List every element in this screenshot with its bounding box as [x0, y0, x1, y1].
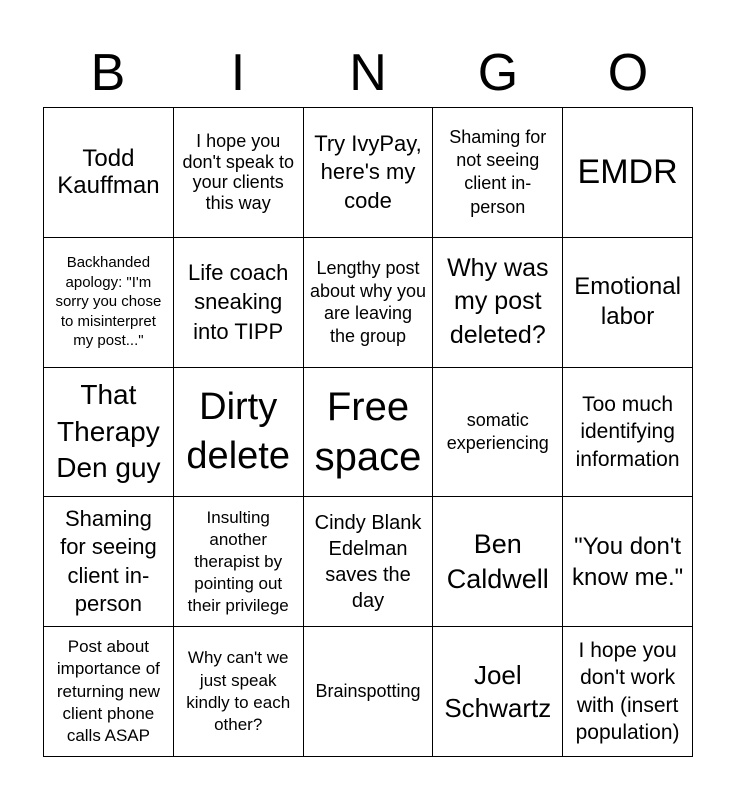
- cell-label: Cindy Blank Edelman saves the day: [314, 511, 422, 612]
- bingo-cell-r4c1[interactable]: [44, 497, 174, 627]
- bingo-cell-r1c5[interactable]: [563, 108, 693, 238]
- bingo-cell-r2c3[interactable]: [304, 238, 434, 368]
- cell-label: Brainspotting: [315, 681, 421, 702]
- cell-label: Joel Schwartz: [444, 660, 552, 723]
- cell-label: somatic experiencing: [446, 409, 549, 453]
- bingo-cell-r5c3[interactable]: [304, 627, 434, 757]
- bingo-cell-r4c4[interactable]: [433, 497, 563, 627]
- cell-label: Why can't we just speak kindly to each other?: [186, 648, 291, 734]
- header-letter-g: G: [477, 44, 519, 102]
- bingo-cell-r2c5[interactable]: [563, 238, 693, 368]
- bingo-cell-r1c2[interactable]: [174, 108, 304, 238]
- bingo-cell-r5c1[interactable]: [44, 627, 174, 757]
- bingo-cell-r2c2[interactable]: [174, 238, 304, 368]
- cell-label: Too much identifying information: [575, 393, 680, 471]
- cell-label: That Therapy Den guy: [56, 379, 161, 484]
- header-letter-b: B: [90, 44, 126, 102]
- cell-label: Emotional labor: [574, 273, 681, 331]
- cell-label: Shaming for seeing client in-person: [60, 505, 157, 617]
- bingo-cell-r4c5[interactable]: [563, 497, 693, 627]
- cell-label: Why was my post deleted?: [447, 253, 549, 350]
- bingo-cell-r3c4[interactable]: [433, 368, 563, 498]
- bingo-cell-r3c5[interactable]: [563, 368, 693, 498]
- cell-label: Life coach sneaking into TIPP: [188, 259, 289, 345]
- bingo-cell-r1c3[interactable]: [304, 108, 434, 238]
- cell-label: EMDR: [577, 152, 678, 191]
- cell-label: Backhanded apology: "I'm sorry you chose to misinterpret my post...": [55, 254, 162, 350]
- bingo-cell-r4c2[interactable]: [174, 497, 304, 627]
- cell-label: "You don't know me.": [571, 532, 684, 591]
- bingo-cell-r5c2[interactable]: [174, 627, 304, 757]
- cell-label: Post about importance of returning new client phone calls ASAP: [56, 637, 160, 745]
- bingo-cell-r5c4[interactable]: [433, 627, 563, 757]
- bingo-cell-r3c2[interactable]: [174, 368, 304, 498]
- header-letter-o: O: [607, 44, 649, 102]
- bingo-cell-r1c4[interactable]: [433, 108, 563, 238]
- cell-label: Shaming for not seeing client in-person: [449, 126, 547, 217]
- bingo-cell-r3c3[interactable]: [304, 368, 434, 498]
- bingo-header: [43, 40, 693, 106]
- cell-label: Insulting another therapist by pointing out their privilege: [187, 507, 289, 615]
- bingo-cell-r4c3[interactable]: [304, 497, 434, 627]
- cell-label: Dirty delete: [186, 385, 290, 477]
- cell-label: Ben Caldwell: [446, 528, 549, 594]
- bingo-cell-r1c1[interactable]: [44, 108, 174, 238]
- bingo-cell-r2c4[interactable]: [433, 238, 563, 368]
- bingo-cell-r3c1[interactable]: [44, 368, 174, 498]
- cell-label: Try IvyPay, here's my code: [314, 130, 422, 213]
- cell-label: I hope you don't speak to your clients this way: [182, 131, 294, 214]
- header-letter-i: I: [230, 44, 246, 102]
- bingo-grid: [43, 107, 693, 757]
- cell-label: Free space: [314, 384, 422, 479]
- cell-label: Lengthy post about why you are leaving the group: [309, 258, 427, 346]
- header-letter-n: N: [349, 44, 387, 102]
- bingo-cell-r5c5[interactable]: [563, 627, 693, 757]
- cell-label: Todd Kauffman: [57, 144, 160, 200]
- bingo-cell-r2c1[interactable]: [44, 238, 174, 368]
- cell-label: I hope you don't work with (insert population): [575, 639, 680, 744]
